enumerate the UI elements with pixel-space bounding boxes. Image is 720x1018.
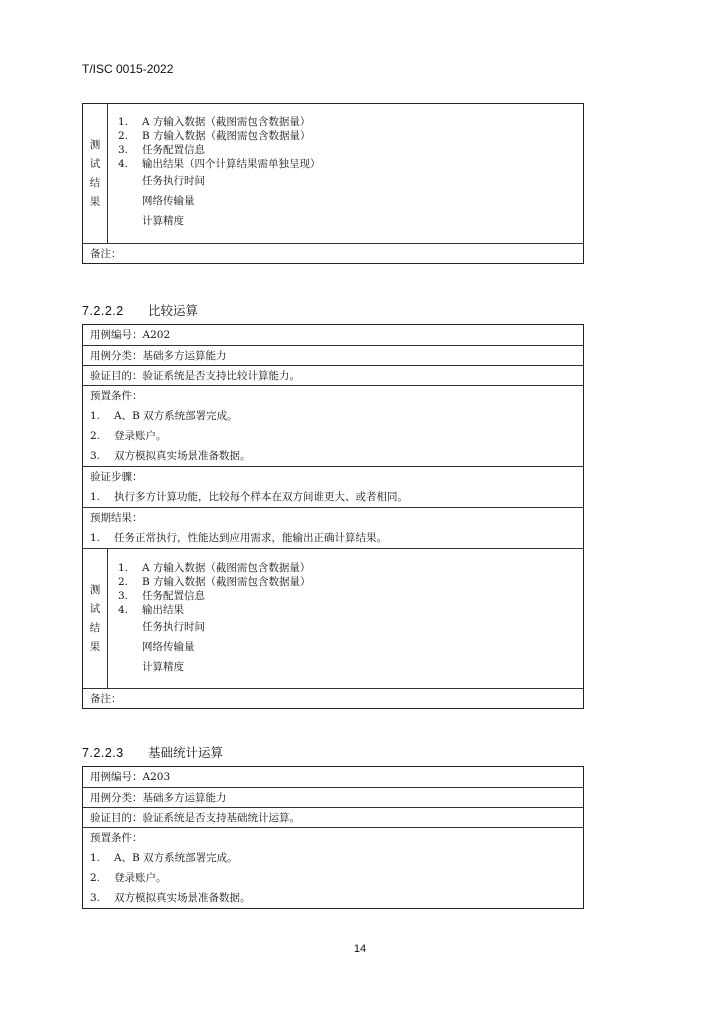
result-item: 2. B 方输入数据（截图需包含数据量） [118,130,311,142]
precondition-item: 1. A、B 双方系统部署完成。 [90,852,238,864]
result-item: 1. A 方输入数据（截图需包含数据量） [118,116,311,128]
step-item: 1. 执行多方计算功能，比较每个样本在双方间谁更大、或者相同。 [90,491,408,503]
preconditions-row: 预置条件： 1. A、B 双方系统部署完成。 2. 登录账户。 3. 双方模拟真实场景准备数据。 [83,385,583,466]
precondition-item: 2. 登录账户。 [90,872,167,884]
result-subitem: 任务执行时间 [142,175,205,187]
case-category-row: 用例分类：基础多方运算能力 [83,787,583,807]
result-item: 3. 任务配置信息 [118,144,205,156]
note-row: 备注： [83,243,583,263]
result-item: 2. B 方输入数据（截图需包含数据量） [118,576,311,588]
section-heading-a203: 7.2.2.3 基础统计运算 [82,746,224,760]
result-subitem: 网络传输量 [142,195,195,207]
precondition-item: 3. 双方模拟真实场景准备数据。 [90,450,251,462]
test-result-label: 测 试 结 果 [83,549,108,688]
page-number: 14 [353,943,367,955]
result-item: 4. 输出结果（四个计算结果需单独呈现） [118,158,321,170]
test-result-label: 测 试 结 果 [83,104,108,243]
document-code: T/ISC 0015-2022 [82,62,174,76]
result-subitem: 计算精度 [142,661,184,673]
result-subitem: 任务执行时间 [142,621,205,633]
section-heading-a202: 7.2.2.2 比较运算 [82,304,199,318]
test-result-table-a201 [82,103,584,264]
note-row: 备注： [83,688,583,708]
expected-item: 1. 任务正常执行，性能达到应用需求，能输出正确计算结果。 [90,532,387,544]
result-subitem: 计算精度 [142,215,184,227]
case-id-row: 用例编号：A203 [90,771,171,783]
steps-row: 验证步骤： 1. 执行多方计算功能，比较每个样本在双方间谁更大、或者相同。 [83,466,583,507]
result-item: 1. A 方输入数据（截图需包含数据量） [118,562,311,574]
precondition-item: 1. A、B 双方系统部署完成。 [90,410,238,422]
result-subitem: 网络传输量 [142,641,195,653]
expected-row: 预期结果： 1. 任务正常执行，性能达到应用需求，能输出正确计算结果。 [83,507,583,548]
case-category-row: 用例分类：基础多方运算能力 [83,345,583,365]
case-id-row: 用例编号：A202 [90,329,171,341]
test-case-table-a203 [82,766,584,909]
case-purpose-row: 验证目的：验证系统是否支持基础统计运算。 [83,807,583,827]
preconditions-row: 预置条件： 1. A、B 双方系统部署完成。 2. 登录账户。 3. 双方模拟真实场景准备数据。 [83,827,583,908]
case-purpose-row: 验证目的：验证系统是否支持比较计算能力。 [83,365,583,385]
precondition-item: 2. 登录账户。 [90,430,167,442]
result-item: 4. 输出结果 [118,604,184,616]
test-case-table-a202 [82,324,584,709]
result-item: 3. 任务配置信息 [118,590,205,602]
test-result-block [83,104,583,243]
precondition-item: 3. 双方模拟真实场景准备数据。 [90,892,251,904]
test-result-block [83,548,583,688]
